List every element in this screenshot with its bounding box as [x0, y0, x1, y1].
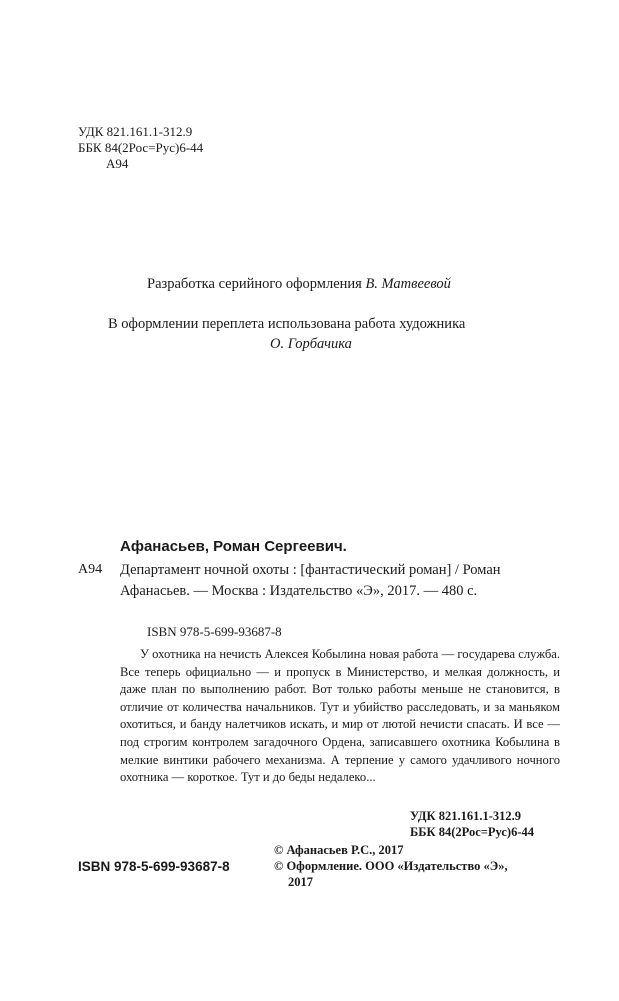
series-design-text: Разработка серийного оформления [147, 276, 362, 292]
copyright-block [274, 842, 508, 890]
bibliographic-description: Департамент ночной охоты : [фантастический роман] / Роман Афанасьев. — Москва : Издательство «Э», 2017. — 480 с. [120, 562, 501, 599]
cover-artist-name: О. Горбачика [270, 336, 352, 352]
footer-udk-code: УДК 821.161.1-312.9 [410, 809, 521, 823]
annotation [120, 646, 560, 787]
copyright-design: © Оформление. ООО «Издательство «Э», [274, 859, 508, 873]
copyright-author: © Афанасьев Р.С., 2017 [274, 843, 404, 857]
footer-bbk-code: ББК 84(2Рос=Рус)6-44 [410, 825, 534, 839]
annotation-text: У охотника на нечисть Алексея Кобылина новая работа — государева служба. Все теперь официально — и пропуск в Министерство, и мелкая должность, и даже план по выполнению работ. Вот только работы меньше не становится, в отличие от количества начальников. Тут и убийство расследовать, и за маньяком охотиться, и банду налетчиков искать, и мир от лютой нечисти спасать. И все — под строгим контролем загадочного Ордена, записавшего охотника Кобылина в мелкие винтики рабочего механизма. А терпение у самого удачливого ночного охотника — короткое. Тут и до беды недалеко... [120, 647, 560, 785]
bbk-code: ББК 84(2Рос=Рус)6-44 [78, 140, 204, 155]
isbn-record: ISBN 978-5-699-93687-8 [147, 624, 282, 639]
cover-art-credit: В оформлении переплета использована работа художника [108, 316, 466, 332]
footer-classification-codes [410, 808, 534, 840]
bibliographic-author-mark: А94 [78, 562, 103, 577]
isbn-bottom: ISBN 978-5-699-93687-8 [78, 859, 230, 874]
header-classification-codes [78, 124, 203, 172]
copyright-design-year: 2017 [288, 875, 313, 889]
udk-code: УДК 821.161.1-312.9 [78, 124, 193, 139]
author-mark: А94 [106, 156, 129, 171]
author-heading: Афанасьев, Роман Сергеевич. [120, 538, 347, 555]
series-designer-name: В. Матвеевой [365, 276, 451, 292]
series-design-credit [147, 274, 451, 294]
